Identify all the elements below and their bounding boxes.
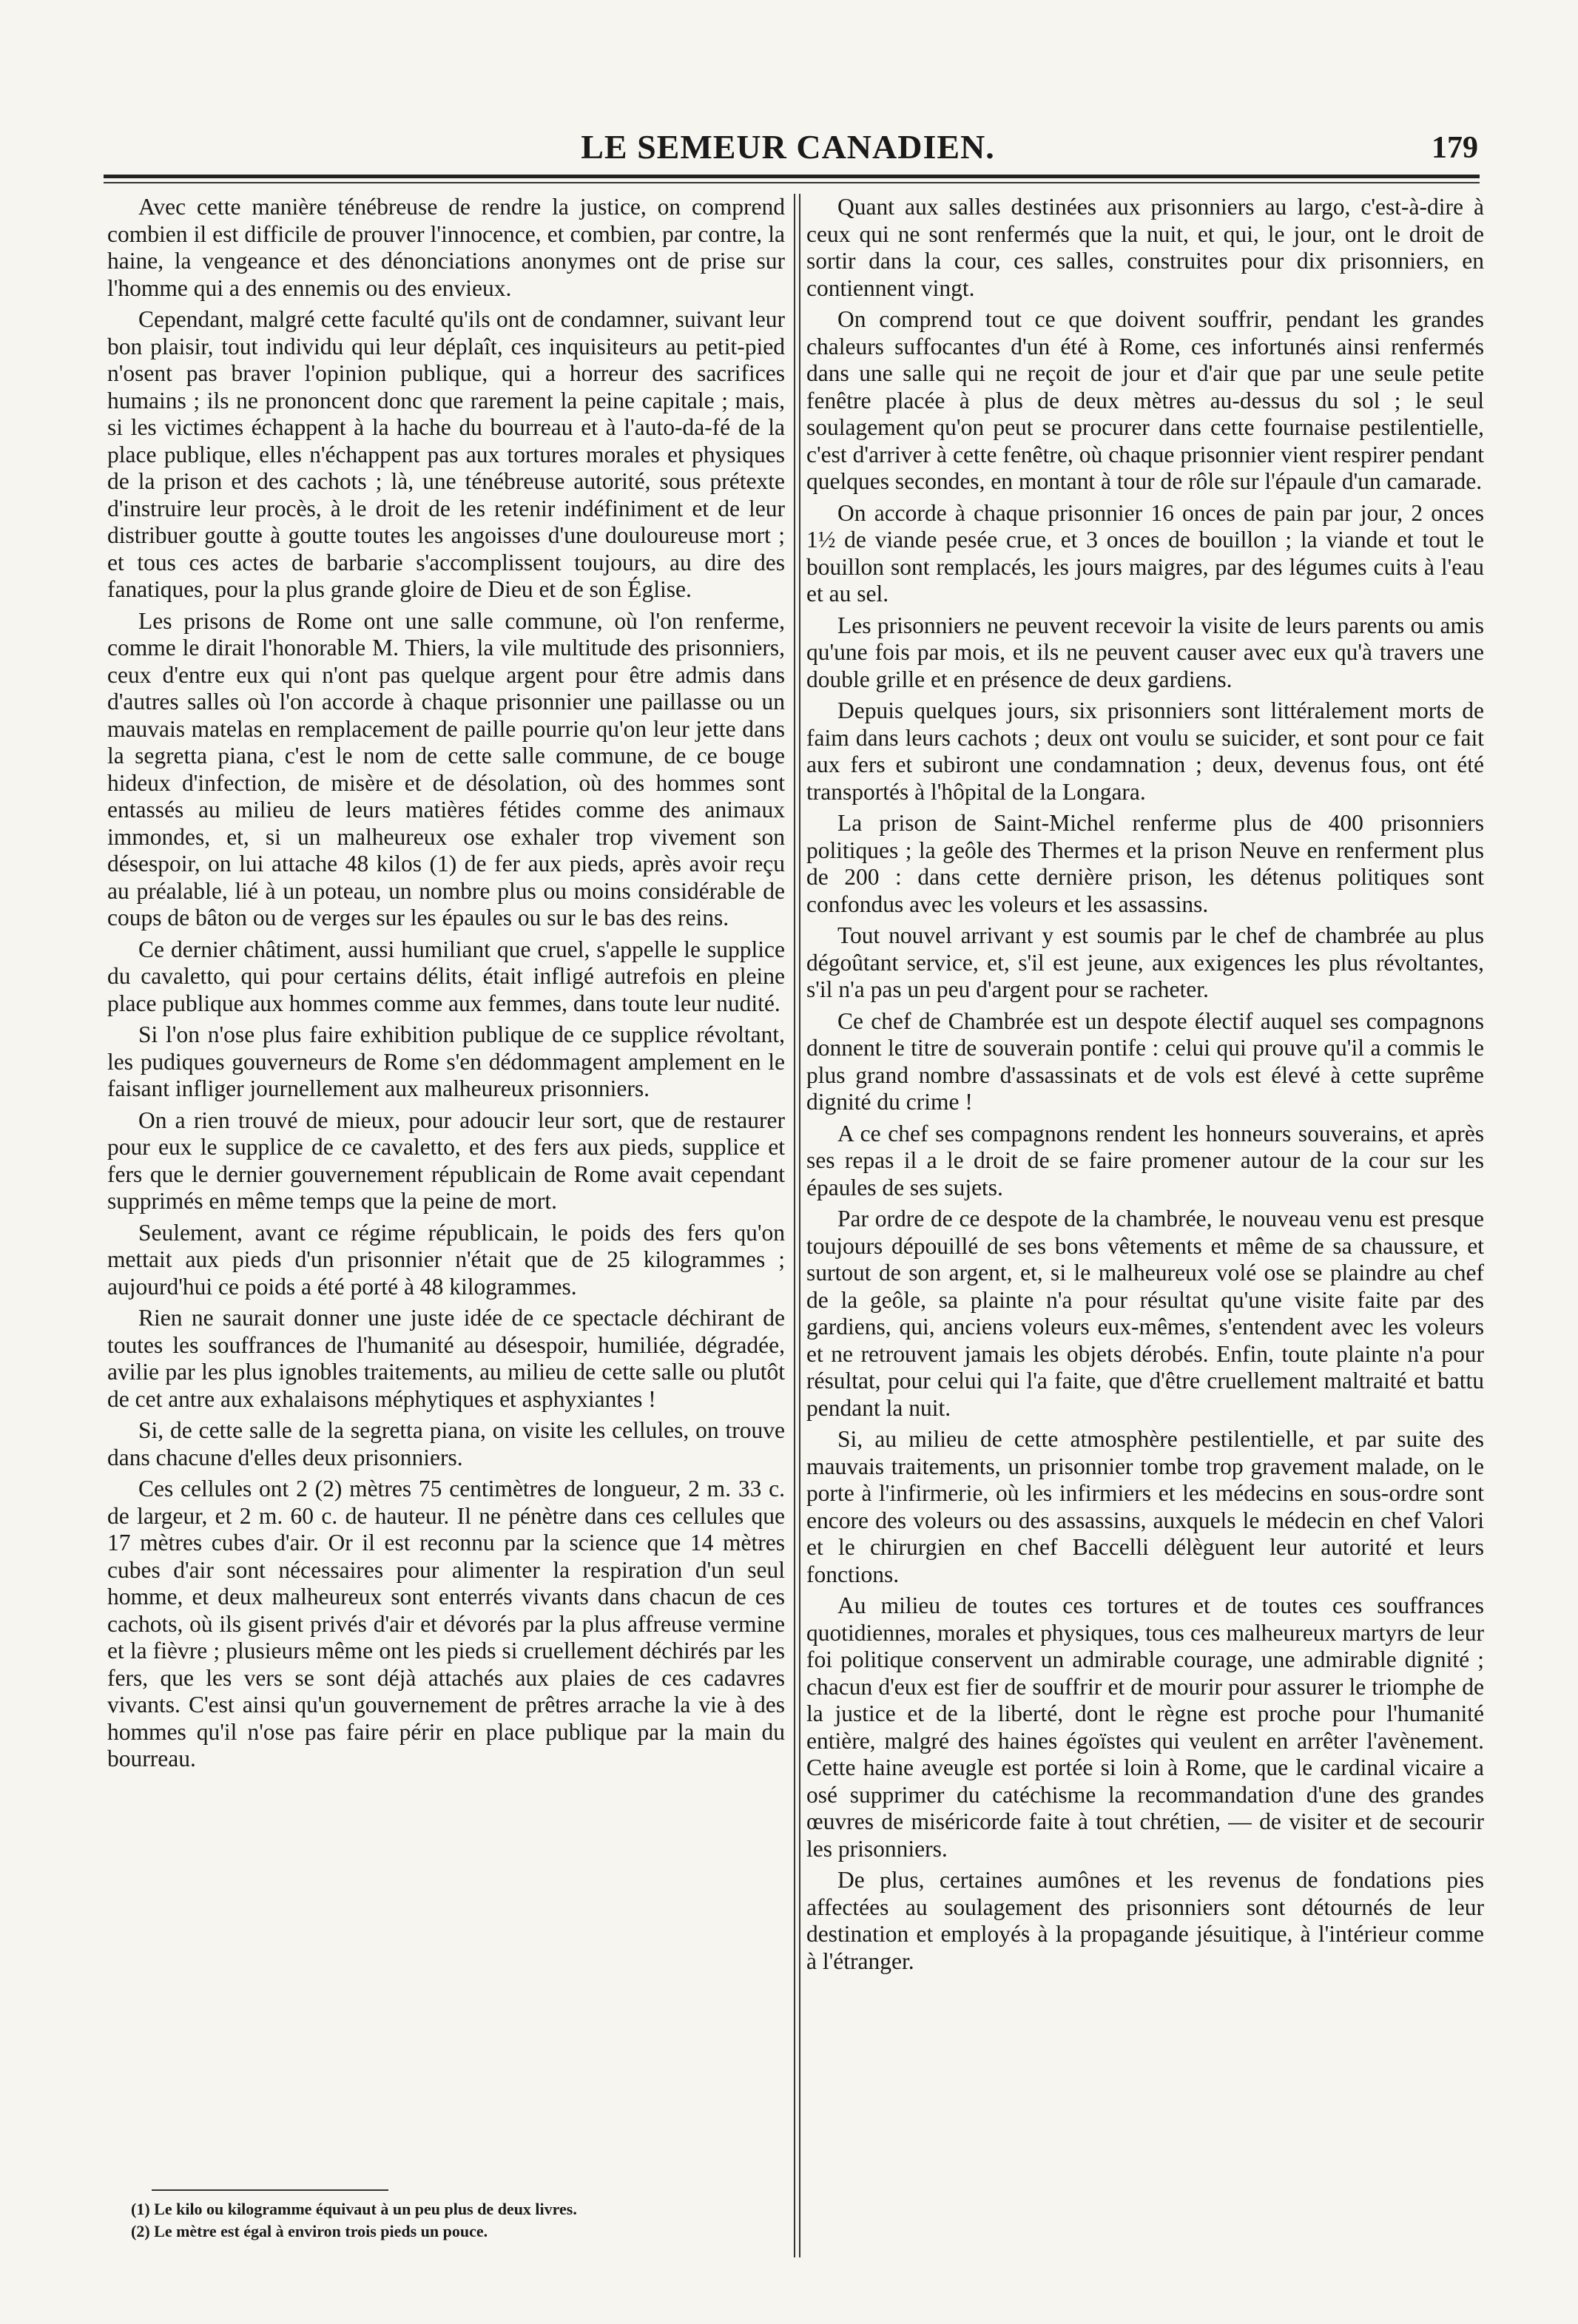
paragraph: On accorde à chaque prisonnier 16 onces de pain par jour, 2 onces 1½ de viande pesée crue, et 3 onces de bouillon ; la viande et tout le bouillon sont remplacés, les jours maigres, par des légumes cuits à l'eau et au sel. <box>806 499 1484 607</box>
paragraph: Ce chef de Chambrée est un despote électif auquel ses compagnons donnent le titre de souverain pontife : celui qui prouve qu'il a commis le plus grand nombre d'assassinats et de vols est élevé à cette suprême dignité du crime ! <box>806 1007 1484 1115</box>
header-rule-thin <box>104 182 1480 183</box>
paragraph: Avec cette manière ténébreuse de rendre la justice, on comprend combien il est difficile de prouver l'innocence, et combien, par contre, la haine, la vengeance et des dénonciations anonymes ont de prise sur l'homme qui a des ennemis ou des envieux. <box>107 194 785 301</box>
left-column <box>107 194 785 1777</box>
paragraph: Ce dernier châtiment, aussi humiliant que cruel, s'appelle le supplice du cavaletto, qui pour certains délits, était infligé autrefois en pleine place publique aux hommes comme aux femmes, dans toute leur nudité. <box>107 936 785 1016</box>
paragraph: On a rien trouvé de mieux, pour adoucir leur sort, que de restaurer pour eux le supplice de ce cavaletto, et des fers aux pieds, supplice et fers que le dernier gouvernement républicain de Rome avait cependant supprimés en même temps que la peine de mort. <box>107 1107 785 1214</box>
footnote: (2) Le mètre est égal à environ trois pieds un pouce. <box>131 2222 488 2240</box>
column-divider <box>799 194 800 2257</box>
paragraph: A ce chef ses compagnons rendent les honneurs souverains, et après ses repas il a le droit de se faire promener autour de la cour sur les épaules de ses sujets. <box>806 1120 1484 1200</box>
right-column <box>806 194 1484 1979</box>
paragraph: Tout nouvel arrivant y est soumis par le chef de chambrée au plus dégoûtant service, et, s'il est jeune, aux exigences les plus révoltantes, s'il n'a pas un peu d'argent pour se racheter. <box>806 922 1484 1002</box>
paragraph: La prison de Saint-Michel renferme plus de 400 prisonniers politiques ; la geôle des Thermes et la prison Neuve en renferment plus de 200 : dans cette dernière prison, les détenus politiques sont confondus avec les voleurs et les assassins. <box>806 810 1484 917</box>
footnote: (1) Le kilo ou kilogramme équivaut à un peu plus de deux livres. <box>131 2200 577 2218</box>
paragraph: Les prisonniers ne peuvent recevoir la visite de leurs parents ou amis qu'une fois par mois, et ils ne peuvent causer avec eux qu'à travers une double grille et en présence de deux gardiens. <box>806 612 1484 692</box>
paragraph: Seulement, avant ce régime républicain, le poids des fers qu'on mettait aux pieds d'un prisonnier n'était que de 25 kilogrammes ; aujourd'hui ce poids a été porté à 48 kilogrammes. <box>107 1219 785 1300</box>
paragraph: Cependant, malgré cette faculté qu'ils ont de condamner, suivant leur bon plaisir, tout individu qui leur déplaît, ces inquisiteurs au petit-pied n'osent pas braver l'opinion publique, qui a horreur des sacrifices humains ; ils ne prononcent donc que rarement la peine capitale ; mais, si les victimes échappent à la hache du bourreau et à l'auto-da-fé de la place publique, elles n'échappent pas aux tortures morales et physiques de la prison et des cachots ; là, une ténébreuse autorité, sous prétexte d'instruire leur procès, à le droit de les retenir indéfiniment et de leur distribuer goutte à goutte toutes les angoisses d'une douloureuse mort ; et tous ces actes de barbarie s'accomplissent toujours, au dire des fanatiques, pour la plus grande gloire de Dieu et de son Église. <box>107 306 785 602</box>
page-header <box>104 127 1478 169</box>
page-title: LE SEMEUR CANADIEN. <box>581 128 995 166</box>
column-divider <box>794 194 795 2257</box>
paragraph: Quant aux salles destinées aux prisonniers au largo, c'est-à-dire à ceux qui ne sont renfermés que la nuit, et qui, le jour, ont le droit de sortir dans la cour, ces salles, construites pour dix prisonniers, en contiennent vingt. <box>806 194 1484 301</box>
paragraph: Rien ne saurait donner une juste idée de ce spectacle déchirant de toutes les souffrances de l'humanité au désespoir, humiliée, dégradée, avilie par les plus ignobles traitements, au milieu de cette salle ou plutôt de cet antre aux exhalaisons méphytiques et asphyxiantes ! <box>107 1305 785 1412</box>
paragraph: Si l'on n'ose plus faire exhibition publique de ce supplice révoltant, les pudiques gouverneurs de Rome s'en dédommagent amplement en le faisant infliger journellement aux malheureux prisonniers. <box>107 1021 785 1101</box>
paragraph: De plus, certaines aumônes et les revenus de fondations pies affectées au soulagement des prisonniers sont détournés de leur destination et employés à la propagande jésuitique, à l'intérieur comme à l'étranger. <box>806 1867 1484 1974</box>
paragraph: Au milieu de toutes ces tortures et de toutes ces souffrances quotidiennes, morales et physiques, tous ces malheureux martyrs de leur foi politique conservent un admirable courage, une admirable dignité ; chacun d'eux est fier de souffrir et de mourir pour assurer le triomphe de la justice et de la liberté, dont le règne est proche pour l'humanité entière, malgré des haines égoïstes qui veulent en arrêter l'avènement. Cette haine aveugle est portée si loin à Rome, que le cardinal vicaire a osé supprimer du catéchisme la recommandation d'une des grandes œuvres de miséricorde faite à tout chrétien, — de visiter et de secourir les prisonniers. <box>806 1592 1484 1862</box>
paragraph: Si, de cette salle de la segretta piana, on visite les cellules, on trouve dans chacune d'elles deux prisonniers. <box>107 1417 785 1470</box>
paragraph: On comprend tout ce que doivent souffrir, pendant les grandes chaleurs suffocantes d'un été à Rome, ces infortunés ainsi renfermés dans une salle qui ne reçoit de jour et d'air que par une seule petite fenêtre placée à plus de deux mètres au-dessus du sol ; le seul soulagement qu'on peut se procurer dans cette fournaise pestilentielle, c'est d'arriver à cette fenêtre, où chaque prisonnier vient respirer pendant quelques secondes, en montant à tour de rôle sur l'épaule d'un camarade. <box>806 306 1484 494</box>
page-number: 179 <box>1432 131 1478 165</box>
paragraph: Par ordre de ce despote de la chambrée, le nouveau venu est presque toujours dépouillé de ses bons vêtements et même de sa chaussure, et surtout de son argent, et, si le malheureux volé ose se plaindre au chef de la geôle, sa plainte n'a pour résultat qu'une visite faite par des gardiens, qui, anciens voleurs eux-mêmes, s'entendent avec les voleurs et ne retrouvent jamais les objets dérobés. Enfin, toute plainte n'a pour résultat, pour celui qui l'a faite, que d'être cruellement maltraité et battu pendant la nuit. <box>806 1206 1484 1421</box>
footnotes <box>107 2189 785 2243</box>
paragraph: Ces cellules ont 2 (2) mètres 75 centimètres de longueur, 2 m. 33 c. de largeur, et 2 m. 60 c. de hauteur. Il ne pénètre dans ces cellules que 17 mètres cubes d'air. Or il est reconnu par la science que 14 mètres cubes d'air sont nécessaires pour alimenter la respiration d'un seul homme, et deux malheureux sont enterrés vivants dans chacun de ces cachots, où ils gisent privés d'air et dévorés par la plus affreuse vermine et la fièvre ; plusieurs même ont les pieds si cruellement déchirés par les fers, que les vers se sont déjà attachés aux plaies de ces cadavres vivants. C'est ainsi qu'un gouvernement de prêtres arrache la vie à des hommes qu'il n'ose pas faire périr en place publique par la main du bourreau. <box>107 1476 785 1771</box>
header-rule-thick <box>104 175 1480 178</box>
paragraph: Si, au milieu de cette atmosphère pestilentielle, et par suite des mauvais traitements, un prisonnier tombe trop gravement malade, on le porte à l'infirmerie, où les infirmiers et les médecins en sous-ordre sont encore des voleurs ou des assassins, auxquels le médecin en chef Valori et le chirurgien en chef Baccelli délèguent leur autorité et leurs fonctions. <box>806 1426 1484 1587</box>
footnote-rule <box>152 2189 388 2191</box>
paragraph: Depuis quelques jours, six prisonniers sont littéralement morts de faim dans leurs cachots ; deux ont voulu se suicider, et sont pour ce fait aux fers et subiront une condamnation ; deux, devenus fous, ont été transportés à l'hôpital de la Longara. <box>806 697 1484 805</box>
paragraph: Les prisons de Rome ont une salle commune, où l'on renferme, comme le dirait l'honorable M. Thiers, la vile multitude des prisonniers, ceux d'entre eux qui n'ont pas quelque argent pour être admis dans d'autres salles où l'on accorde à chaque prisonnier une paillasse ou un mauvais matelas en remplacement de paille pourrie qu'on leur jette dans la segretta piana, c'est le nom de cette salle commune, de ce bouge hideux d'infection, de misère et de désolation, où des hommes sont entassés au milieu de leurs matières fétides comme des animaux immondes, et, si un malheureux ose exhaler trop vivement son désespoir, on lui attache 48 kilos (1) de fer aux pieds, après avoir reçu au préalable, lié à un poteau, un nombre plus ou moins considérable de coups de bâton ou de verges sur les épaules ou sur le bas des reins. <box>107 607 785 930</box>
